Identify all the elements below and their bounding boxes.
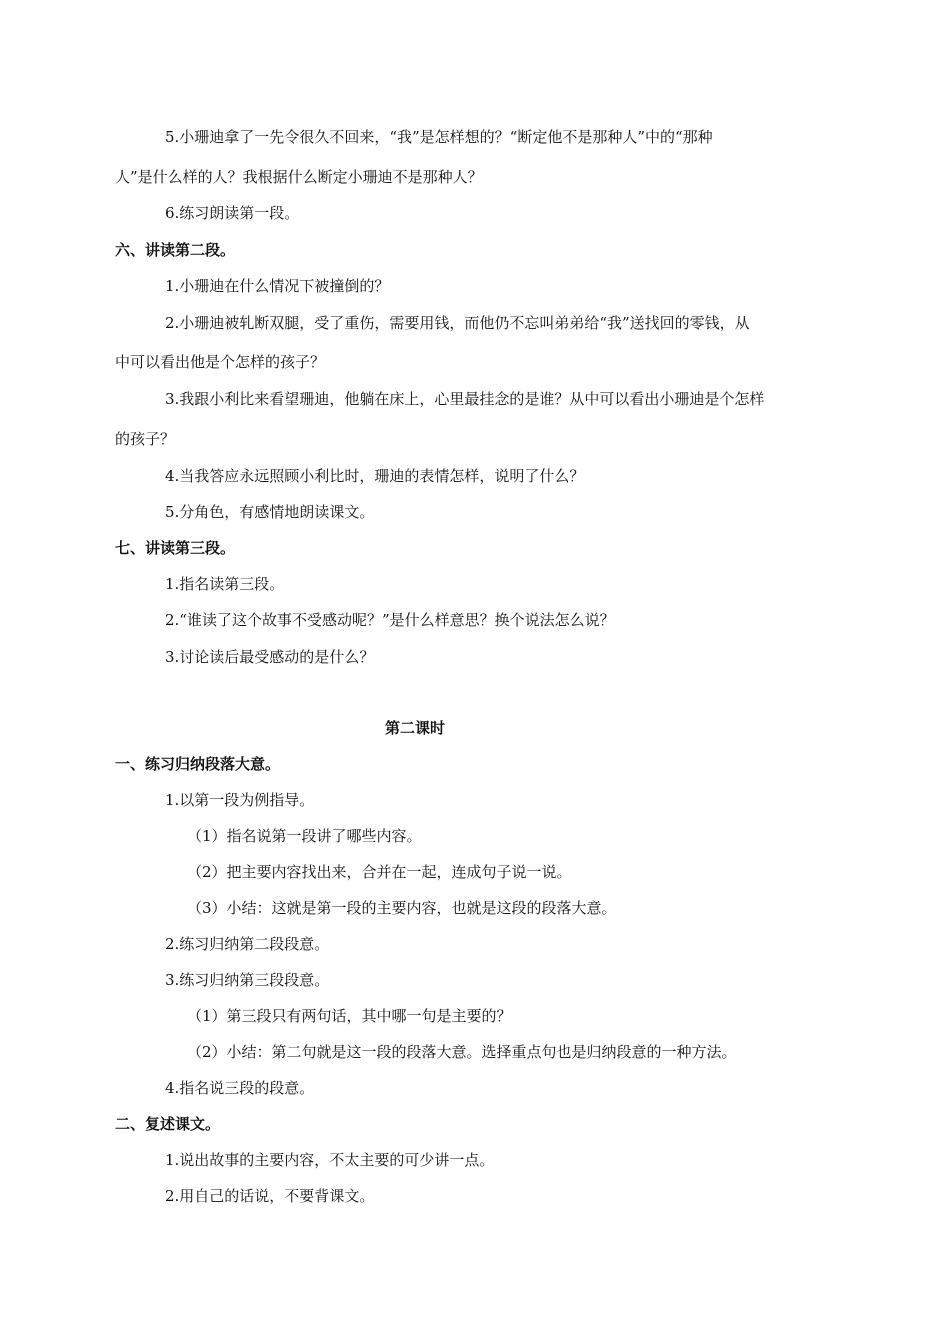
text-line: （1）第三段只有两句话，其中哪一句是主要的？: [187, 1007, 512, 1025]
text-line: 4.当我答应永远照顾小利比时，珊迪的表情怎样，说明了什么？: [165, 467, 585, 485]
text-line: 1.以第一段为例指导。: [165, 791, 315, 809]
text-line: 3.讨论读后最受感动的是什么？: [165, 648, 375, 666]
text-line: 1.小珊迪在什么情况下被撞倒的？: [165, 277, 390, 295]
text-line: 1.指名读第三段。: [165, 575, 285, 593]
text-line: 2.小珊迪被轧断双腿，受了重伤，需要用钱，而他仍不忘叫弟弟给“我”送找回的零钱，从: [165, 314, 750, 332]
text-line: 3.练习归纳第三段段意。: [165, 971, 330, 989]
section-heading: 二、复述课文。: [115, 1115, 221, 1133]
text-line: 2.“谁读了这个故事不受感动呢？”是什么样意思？换个说法怎么说？: [165, 611, 615, 629]
text-line: 的孩子？: [115, 430, 176, 448]
text-line: 5.分角色，有感情地朗读课文。: [165, 503, 375, 521]
text-line: 2.练习归纳第二段段意。: [165, 935, 330, 953]
text-line: 3.我跟小利比来看望珊迪，他躺在床上，心里最挂念的是谁？从中可以看出小珊迪是个怎样: [165, 390, 765, 408]
text-line: （2）小结：第二句就是这一段的段落大意。选择重点句也是归纳段意的一种方法。: [187, 1043, 737, 1061]
section-heading: 一、练习归纳段落大意。: [115, 755, 281, 773]
text-line: 人”是什么样的人？我根据什么断定小珊迪不是那种人？: [115, 168, 483, 186]
text-line: 4.指名说三段的段意。: [165, 1079, 315, 1097]
section-heading: 六、讲读第二段。: [115, 241, 236, 259]
lesson-title: 第二课时: [384, 719, 445, 737]
section-heading: 七、讲读第三段。: [115, 539, 236, 557]
text-line: （3）小结：这就是第一段的主要内容，也就是这段的段落大意。: [187, 899, 617, 917]
text-line: 6.练习朗读第一段。: [165, 204, 300, 222]
text-line: 5.小珊迪拿了一先令很久不回来，“我”是怎样想的？“断定他不是那种人”中的“那种: [165, 128, 713, 146]
text-line: （2）把主要内容找出来，合并在一起，连成句子说一说。: [187, 863, 572, 881]
text-line: （1）指名说第一段讲了哪些内容。: [187, 827, 422, 845]
text-line: 中可以看出他是个怎样的孩子？: [115, 353, 326, 371]
text-line: 1.说出故事的主要内容，不太主要的可少讲一点。: [165, 1151, 495, 1169]
text-line: 2.用自己的话说，不要背课文。: [165, 1187, 375, 1205]
